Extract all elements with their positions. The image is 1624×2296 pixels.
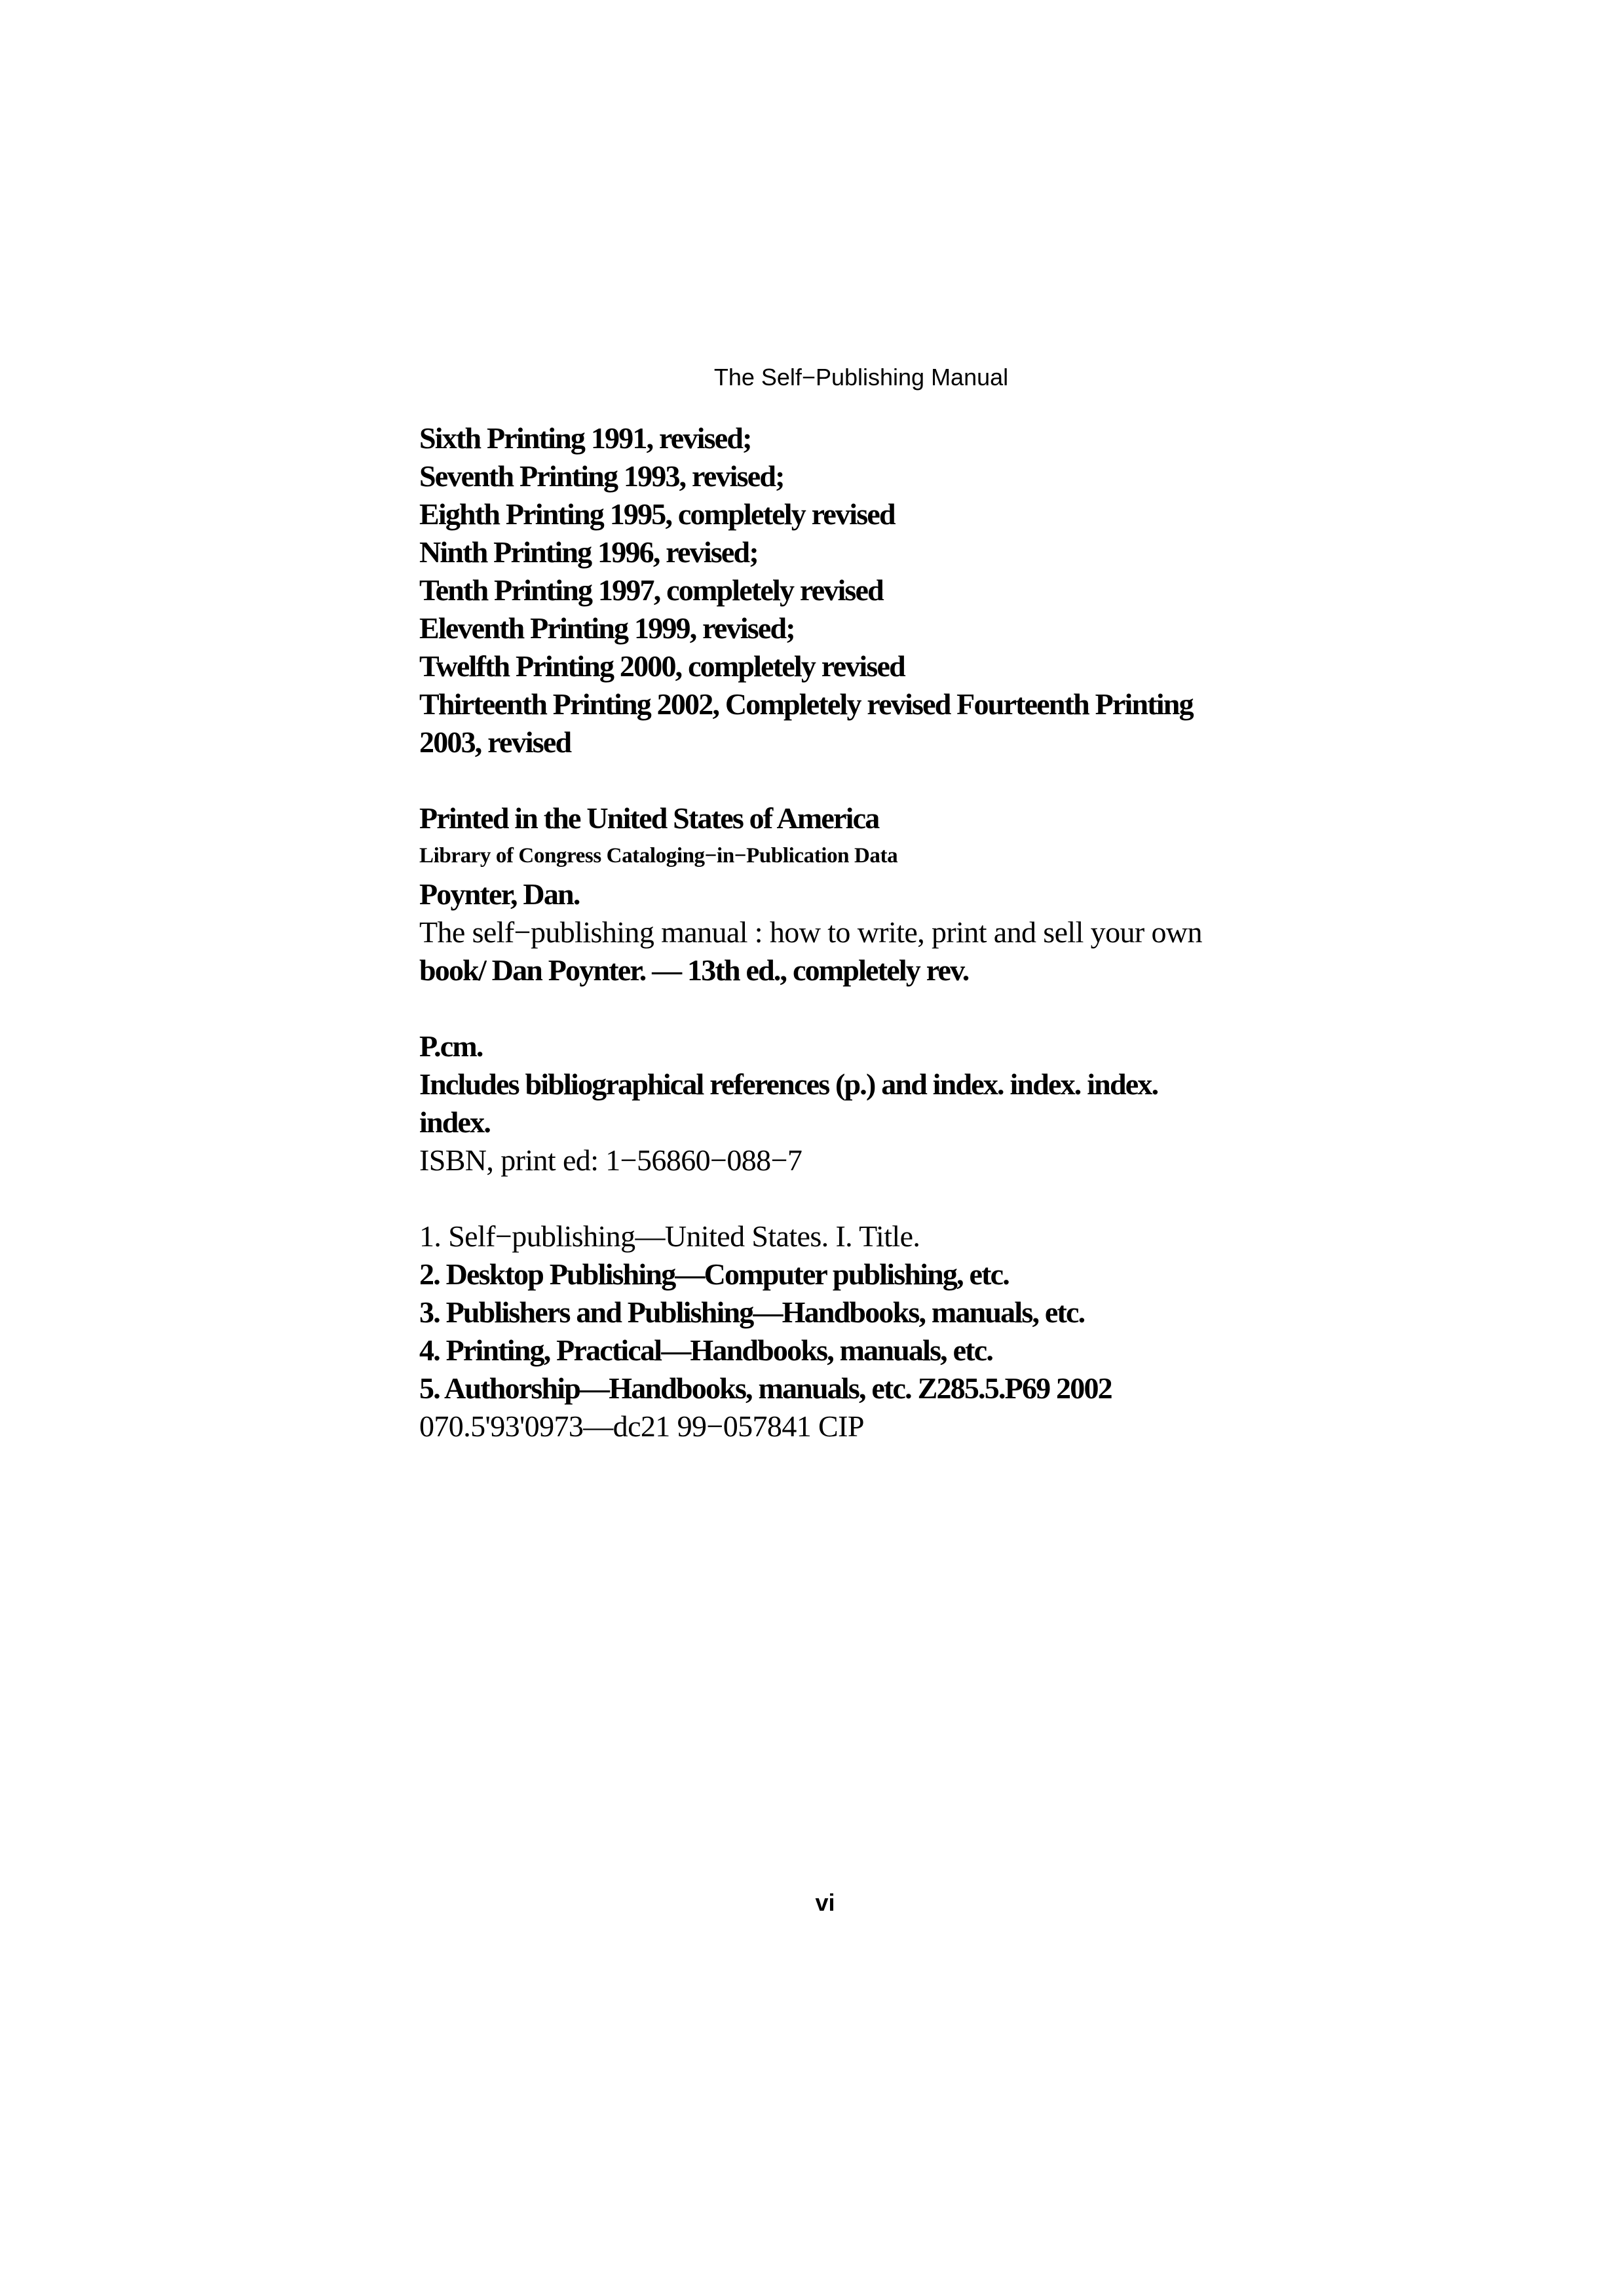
running-header: The Self−Publishing Manual (713, 364, 1009, 391)
includes-line: Includes bibliographical references (p.) and index. index. index. (419, 1067, 1158, 1101)
title-line: book/ Dan Poynter. — 13th ed., completely rev. (419, 953, 969, 987)
pcm-line: P.cm. (419, 1029, 483, 1063)
subject-line: 5. Authorship—Handbooks, manuals, etc. Z285.5.P69 2002 (419, 1371, 1112, 1405)
printed-in-line: Printed in the United States of America (419, 801, 879, 835)
page-number: vi (815, 1889, 835, 1916)
subject-line: 3. Publishers and Publishing—Handbooks, manuals, etc. (419, 1295, 1085, 1329)
printing-line: Eighth Printing 1995, completely revised (419, 497, 895, 531)
printing-line: Thirteenth Printing 2002, Completely revised Fourteenth Printing (419, 687, 1193, 721)
isbn-line: ISBN, print ed: 1−56860−088−7 (419, 1143, 803, 1177)
printing-line: Tenth Printing 1997, completely revised (419, 573, 883, 607)
printing-line: Eleventh Printing 1999, revised; (419, 611, 795, 645)
printing-line: 2003, revised (419, 725, 571, 759)
author-line: Poynter, Dan. (419, 877, 580, 911)
printing-line: Twelfth Printing 2000, completely revised (419, 649, 905, 683)
title-line: The self−publishing manual : how to write, print and sell your own (419, 915, 1202, 949)
includes-line: index. (419, 1105, 491, 1139)
printing-line: Sixth Printing 1991, revised; (419, 421, 751, 455)
subject-line: 4. Printing, Practical—Handbooks, manuals, etc. (419, 1333, 993, 1367)
subject-line: 1. Self−publishing—United States. I. Title. (419, 1219, 920, 1253)
subject-line: 2. Desktop Publishing—Computer publishing, etc. (419, 1257, 1009, 1291)
printing-line: Seventh Printing 1993, revised; (419, 459, 784, 493)
cip-heading: Library of Congress Cataloging−in−Publication Data (419, 844, 898, 868)
printing-line: Ninth Printing 1996, revised; (419, 535, 758, 569)
classification-line: 070.5'93'0973—dc21 99−057841 CIP (419, 1409, 864, 1443)
